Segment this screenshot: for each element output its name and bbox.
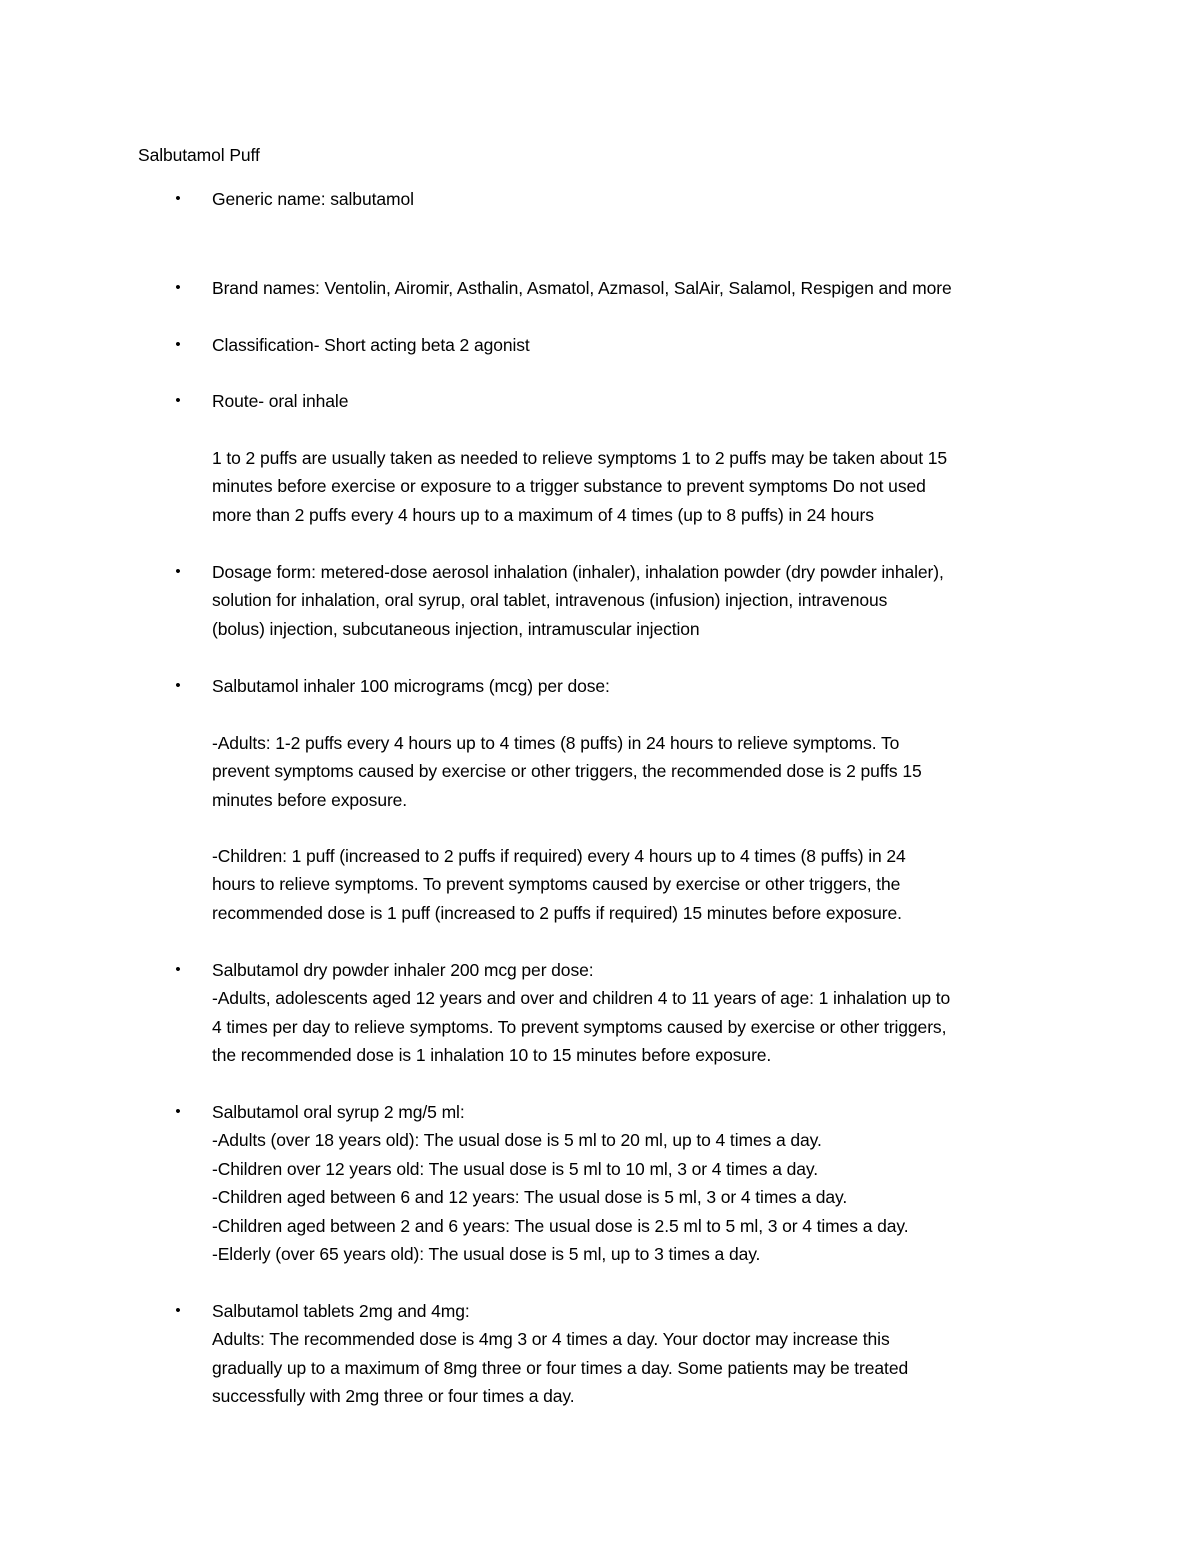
route-detail (212, 444, 947, 529)
list-item-classification (175, 331, 1112, 359)
text-line: successfully with 2mg three or four times a day. (212, 1386, 575, 1407)
text-line: -Adults (over 18 years old): The usual dose is 5 ml to 20 ml, up to 4 times a day. (212, 1130, 822, 1151)
text-line: -Children aged between 6 and 12 years: The usual dose is 5 ml, 3 or 4 times a day. (212, 1187, 848, 1208)
text-line: prevent symptoms caused by exercise or other triggers, the recommended dose is 2 puffs 15 (212, 761, 922, 782)
bullet-icon: • (175, 961, 181, 978)
text-line: (bolus) injection, subcutaneous injection, intramuscular injection (212, 618, 700, 639)
list-item-generic (175, 185, 1112, 213)
list-item-brand (175, 274, 1112, 302)
text-line: minutes before exposure. (212, 789, 408, 810)
bullet-icon: • (175, 677, 181, 694)
text-line: -Children over 12 years old: The usual dose is 5 ml to 10 ml, 3 or 4 times a day. (212, 1158, 818, 1179)
text-line: more than 2 puffs every 4 hours up to a maximum of 4 times (up to 8 puffs) in 24 hours (212, 504, 874, 525)
text-line: Salbutamol tablets 2mg and 4mg: (212, 1301, 470, 1321)
text-line: solution for inhalation, oral syrup, oral tablet, intravenous (infusion) injection, intravenous (212, 590, 888, 611)
text-line: Adults: The recommended dose is 4mg 3 or 4 times a day. Your doctor may increase this (212, 1329, 890, 1350)
text-line: Salbutamol dry powder inhaler 200 mcg per dose: (212, 960, 594, 980)
list-item-syrup (175, 1098, 1112, 1268)
list-item-inhaler (175, 672, 1112, 700)
inhaler-adults (212, 729, 922, 814)
list-item-dry-powder (175, 956, 1112, 1070)
text-line: 4 times per day to relieve symptoms. To prevent symptoms caused by exercise or other triggers, (212, 1016, 947, 1037)
bullet-icon: • (175, 336, 181, 353)
list-item-route (175, 387, 1112, 415)
classification: Classification- Short acting beta 2 agonist (212, 335, 530, 355)
list-item-dosage-form (175, 558, 1112, 643)
inhaler-children (212, 842, 906, 927)
bullet-icon: • (175, 1103, 181, 1120)
bullet-icon: • (175, 279, 181, 296)
bullet-icon: • (175, 1302, 181, 1319)
brand-names: Brand names: Ventolin, Airomir, Asthalin, Asmatol, Azmasol, SalAir, Salamol, Respigen and more (212, 278, 952, 298)
bullet-icon: • (175, 392, 181, 409)
bullet-icon: • (175, 190, 181, 207)
bullet-icon: • (175, 563, 181, 580)
text-line: the recommended dose is 1 inhalation 10 to 15 minutes before exposure. (212, 1045, 772, 1066)
text-line: Salbutamol oral syrup 2 mg/5 ml: (212, 1102, 465, 1122)
text-line: -Children aged between 2 and 6 years: The usual dose is 2.5 ml to 5 ml, 3 or 4 times a day. (212, 1215, 909, 1236)
route: Route- oral inhale (212, 391, 349, 411)
document-title: Salbutamol Puff (138, 145, 260, 165)
generic-name: Generic name: salbutamol (212, 189, 414, 209)
text-line: -Elderly (over 65 years old): The usual dose is 5 ml, up to 3 times a day. (212, 1244, 761, 1265)
text-line: gradually up to a maximum of 8mg three or four times a day. Some patients may be treated (212, 1357, 909, 1378)
text-line: minutes before exercise or exposure to a trigger substance to prevent symptoms Do not used (212, 476, 926, 497)
text-line: Dosage form: metered-dose aerosol inhalation (inhaler), inhalation powder (dry powder inhaler), (212, 562, 944, 582)
text-line: -Adults, adolescents aged 12 years and over and children 4 to 11 years of age: 1 inhalation up to (212, 988, 951, 1009)
list-item-tablets (175, 1297, 1112, 1411)
text-line: recommended dose is 1 puff (increased to 2 puffs if required) 15 minutes before exposure. (212, 902, 902, 923)
text-line: -Adults: 1-2 puffs every 4 hours up to 4 times (8 puffs) in 24 hours to relieve symptoms. To (212, 733, 900, 753)
inhaler-heading: Salbutamol inhaler 100 micrograms (mcg) per dose: (212, 676, 610, 696)
text-line: hours to relieve symptoms. To prevent symptoms caused by exercise or other triggers, the (212, 874, 901, 895)
text-line: -Children: 1 puff (increased to 2 puffs if required) every 4 hours up to 4 times (8 puffs) in 24 (212, 846, 906, 866)
text-line: 1 to 2 puffs are usually taken as needed to relieve symptoms 1 to 2 puffs may be taken about 15 (212, 448, 948, 468)
